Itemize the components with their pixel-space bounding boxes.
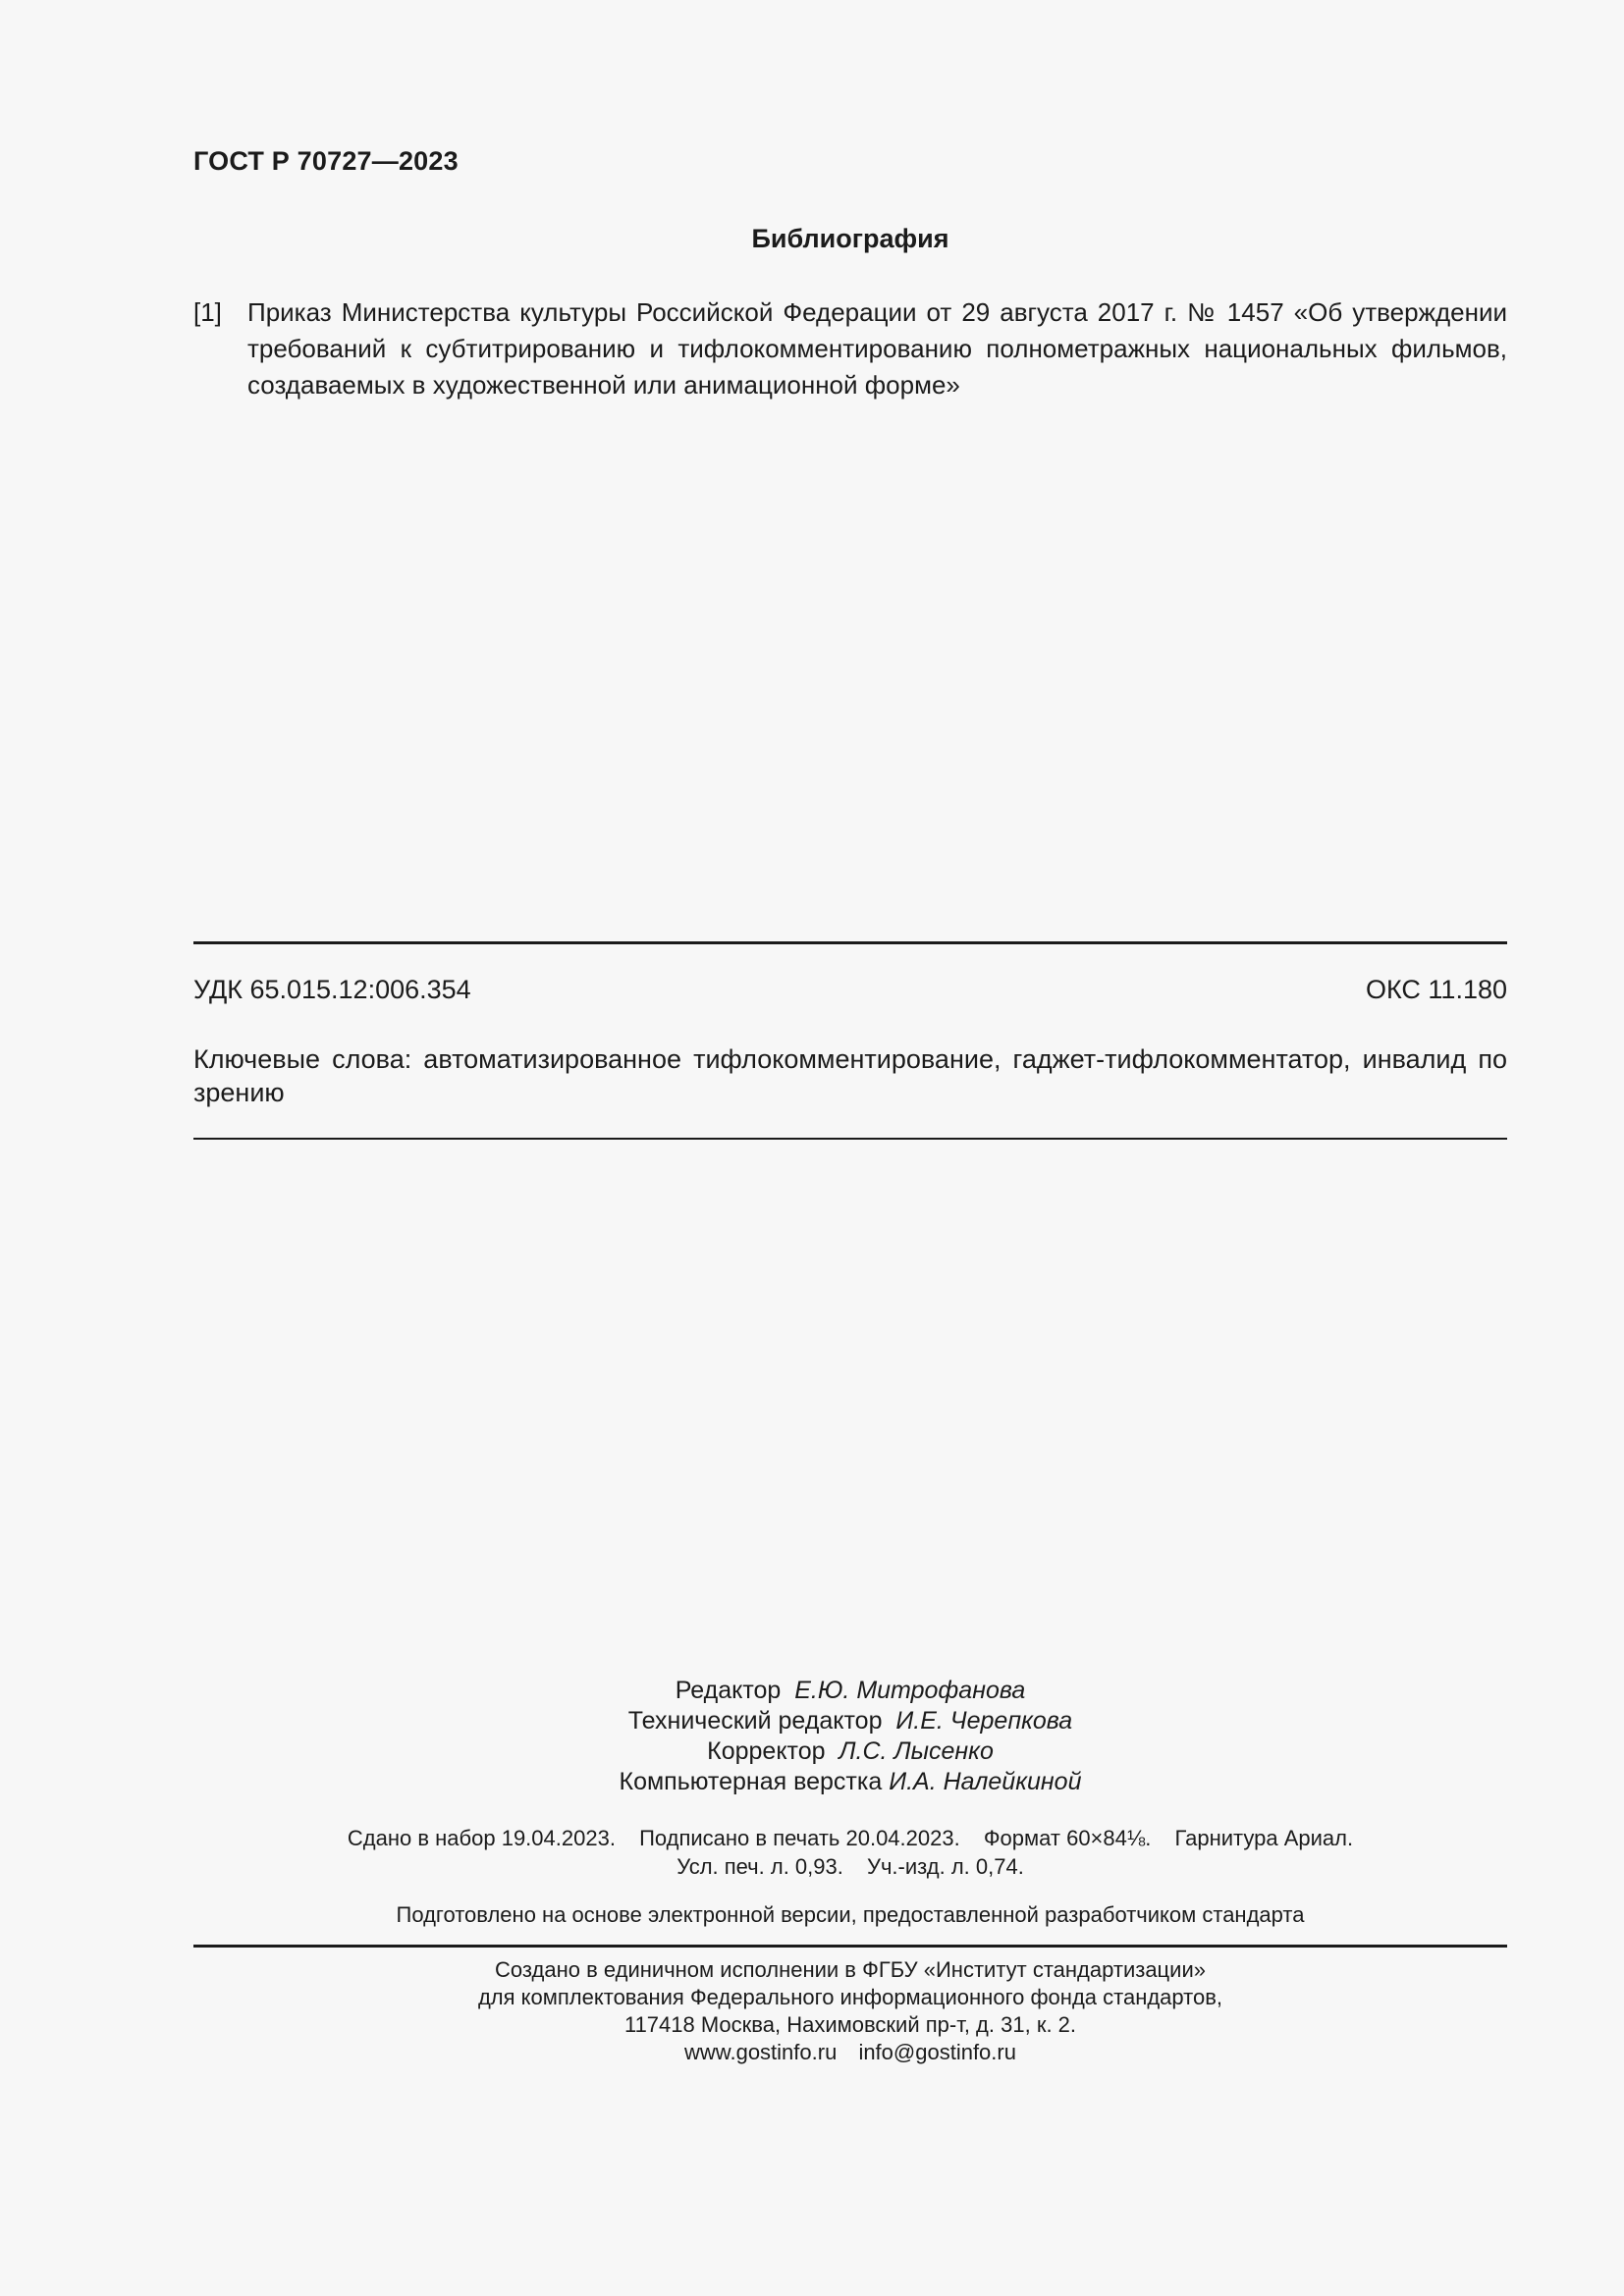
bibliography-item-number: [1] [193, 297, 222, 327]
publication-info [193, 1824, 1507, 1881]
credit-name: И.А. Налейкиной [889, 1768, 1082, 1795]
credit-name: Л.С. Лысенко [839, 1737, 994, 1765]
footer-block [193, 1956, 1507, 2066]
submitted-date: Сдано в набор 19.04.2023. [347, 1826, 616, 1850]
bibliography-title: Библиография [751, 224, 949, 253]
classification-row [193, 975, 1507, 1005]
credit-role: Корректор [707, 1737, 826, 1765]
footer-line-2: для комплектования Федерального информационного фонда стандартов, [477, 1985, 1223, 2009]
footer-address: 117418 Москва, Нахимовский пр-т, д. 31, к. 2. [623, 2012, 1077, 2037]
bibliography-item [193, 294, 1507, 403]
credits-block [193, 1676, 1507, 1797]
email-link[interactable]: info@gostinfo.ru [858, 2040, 1016, 2064]
credit-editor [193, 1676, 1507, 1706]
signed-date: Подписано в печать 20.04.2023. [639, 1826, 960, 1850]
print-sheets: Усл. печ. л. 0,93. [677, 1854, 843, 1879]
bibliography-item-text: Приказ Министерства культуры Российской Федерации от 29 августа 2017 г. № 1457 «Об утверждении требований к субтитрированию и тифлокомментированию полнометражных национальных фильмов, создаваемых в художественной или анимационной форме» [247, 297, 1507, 400]
publication-info-line-1 [193, 1824, 1507, 1852]
divider-top [193, 941, 1507, 944]
divider-middle [193, 1138, 1507, 1140]
credit-tech-editor [193, 1706, 1507, 1736]
paper-format: Формат 60×84⅛. [983, 1826, 1152, 1850]
footer-line-1: Создано в единичном исполнении в ФГБУ «Институт стандартизации» [495, 1957, 1206, 1982]
credit-name: Е.Ю. Митрофанова [794, 1677, 1026, 1704]
udk-code: УДК 65.015.12:006.354 [193, 975, 471, 1004]
credit-role: Компьютерная верстка [619, 1768, 883, 1795]
publisher-sheets: Уч.-изд. л. 0,74. [866, 1854, 1024, 1879]
standard-id: ГОСТ Р 70727—2023 [193, 146, 459, 176]
divider-bottom [193, 1945, 1507, 1948]
credit-role: Технический редактор [627, 1707, 883, 1735]
publication-info-line-2 [193, 1852, 1507, 1881]
footer-contacts [193, 2039, 1507, 2066]
website-link[interactable]: www.gostinfo.ru [684, 2040, 838, 2064]
credit-proofreader [193, 1736, 1507, 1767]
credit-layout [193, 1767, 1507, 1797]
prepared-note: Подготовлено на основе электронной версии, предоставленной разработчиком стандарта [396, 1902, 1305, 1927]
typeface: Гарнитура Ариал. [1174, 1826, 1354, 1850]
credit-role: Редактор [675, 1677, 782, 1704]
oks-code: ОКС 11.180 [1365, 975, 1507, 1004]
keywords: Ключевые слова: автоматизированное тифлокомментирование, гаджет-тифлокомментатор, инвалид по зрению [193, 1044, 1507, 1107]
credit-name: И.Е. Черепкова [895, 1707, 1073, 1735]
